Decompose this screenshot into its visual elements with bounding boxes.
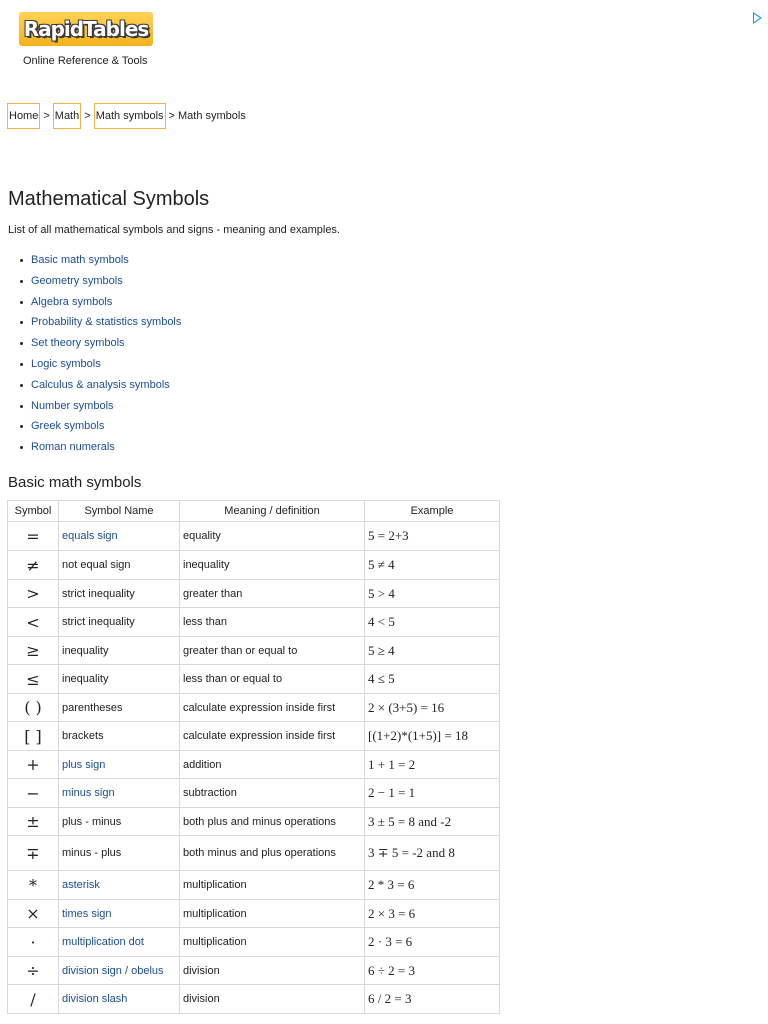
table-row: [8, 694, 500, 722]
page-intro: List of all mathematical symbols and signs - meaning and examples.: [8, 224, 340, 236]
symbol-name-cell: [59, 779, 180, 808]
column-header-example: Example: [365, 501, 500, 522]
list-item: [20, 356, 181, 377]
table-body: [8, 522, 500, 1014]
table-row: [8, 957, 500, 985]
symbol-name-cell: [59, 900, 180, 928]
page-title: Mathematical Symbols: [8, 188, 210, 210]
symbol-cell: −: [8, 779, 59, 808]
column-header-symbol: Symbol: [8, 501, 59, 522]
table-row: [8, 900, 500, 928]
list-item: [20, 314, 181, 335]
symbol-name-cell: minus - plus: [59, 836, 180, 871]
symbol-name-cell: strict inequality: [59, 580, 180, 608]
example-cell: 6 / 2 = 3: [365, 985, 500, 1014]
example-cell: 1 + 1 = 2: [365, 751, 500, 779]
symbol-name-cell: [59, 871, 180, 900]
toc-list: [20, 252, 181, 460]
symbol-name-cell: inequality: [59, 637, 180, 665]
symbol-name-link[interactable]: plus sign: [62, 758, 106, 771]
table-row: [8, 522, 500, 551]
site-tagline: Online Reference & Tools: [23, 55, 148, 67]
symbol-cell: ×: [8, 900, 59, 928]
symbol-name-link[interactable]: asterisk: [62, 879, 100, 891]
list-item: [20, 294, 181, 315]
meaning-cell: greater than or equal to: [180, 637, 365, 665]
table-row: [8, 985, 500, 1014]
symbol-name-cell: plus - minus: [59, 808, 180, 836]
example-cell: 2 − 1 = 1: [365, 779, 500, 808]
table-row: [8, 928, 500, 957]
toc-link[interactable]: Logic symbols: [31, 357, 101, 370]
example-cell: 3 ± 5 = 8 and -2: [365, 808, 500, 836]
symbol-cell: ÷: [8, 957, 59, 985]
table-row: [8, 871, 500, 900]
table-row: [8, 551, 500, 580]
example-cell: 2 × (3+5) = 16: [365, 694, 500, 722]
symbol-name-link[interactable]: multiplication dot: [62, 936, 144, 948]
table-row: [8, 808, 500, 836]
list-item: [20, 273, 181, 294]
table-row: [8, 637, 500, 665]
symbol-name-cell: [59, 928, 180, 957]
symbol-cell: +: [8, 751, 59, 779]
symbol-name-cell: not equal sign: [59, 551, 180, 580]
list-item: [20, 439, 181, 460]
symbol-cell: /: [8, 985, 59, 1014]
example-cell: 5 ≥ 4: [365, 637, 500, 665]
table-row: [8, 751, 500, 779]
symbol-name-cell: [59, 985, 180, 1014]
example-cell: 5 ≠ 4: [365, 551, 500, 580]
table-row: [8, 580, 500, 608]
example-cell: 2 * 3 = 6: [365, 871, 500, 900]
symbol-cell: ≠: [8, 551, 59, 580]
symbol-name-link[interactable]: division slash: [62, 993, 128, 1005]
toc-link[interactable]: Algebra symbols: [31, 295, 113, 308]
breadcrumb-math-symbols[interactable]: Math symbols: [94, 103, 166, 129]
breadcrumb: [7, 103, 246, 129]
example-cell: 5 = 2+3: [365, 522, 500, 551]
symbol-name-cell: [59, 522, 180, 551]
column-header-name: Symbol Name: [59, 501, 180, 522]
table-row: [8, 779, 500, 808]
ad-choices-icon[interactable]: [753, 12, 762, 24]
list-item: [20, 398, 181, 419]
list-item: [20, 418, 181, 439]
symbol-cell: >: [8, 580, 59, 608]
breadcrumb-math[interactable]: Math: [53, 103, 81, 129]
toc-link[interactable]: Calculus & analysis symbols: [31, 378, 170, 391]
symbol-cell: ∓: [8, 836, 59, 871]
example-cell: 2 · 3 = 6: [365, 928, 500, 957]
symbol-cell: [ ]: [8, 722, 59, 751]
toc-link[interactable]: Geometry symbols: [31, 274, 123, 287]
symbol-cell: =: [8, 522, 59, 551]
symbol-name-cell: strict inequality: [59, 608, 180, 637]
meaning-cell: calculate expression inside first: [180, 694, 365, 722]
symbol-name-link[interactable]: minus sign: [62, 787, 115, 799]
list-item: [20, 377, 181, 398]
meaning-cell: multiplication: [180, 871, 365, 900]
symbol-name-cell: [59, 957, 180, 985]
symbol-name-cell: inequality: [59, 665, 180, 694]
meaning-cell: both plus and minus operations: [180, 808, 365, 836]
toc-link[interactable]: Greek symbols: [31, 420, 105, 433]
example-cell: 4 ≤ 5: [365, 665, 500, 694]
list-item: [20, 335, 181, 356]
toc-link[interactable]: Probability & statistics symbols: [31, 316, 182, 329]
table-header-row: [8, 501, 500, 522]
example-cell: 4 < 5: [365, 608, 500, 637]
breadcrumb-separator: >: [43, 110, 50, 122]
meaning-cell: calculate expression inside first: [180, 722, 365, 751]
toc-link[interactable]: Basic math symbols: [31, 254, 129, 266]
meaning-cell: multiplication: [180, 928, 365, 957]
list-item: [20, 252, 181, 273]
symbol-cell: <: [8, 608, 59, 637]
symbol-name-cell: brackets: [59, 722, 180, 751]
meaning-cell: less than: [180, 608, 365, 637]
symbol-cell: ±: [8, 808, 59, 836]
toc-link[interactable]: Number symbols: [31, 399, 114, 412]
breadcrumb-home[interactable]: Home: [7, 103, 40, 129]
meaning-cell: inequality: [180, 551, 365, 580]
symbol-cell: ≥: [8, 637, 59, 665]
symbol-cell: ≤: [8, 665, 59, 694]
rapidtables-logo: RapidTables: [19, 12, 153, 46]
breadcrumb-current: Math symbols: [177, 110, 246, 122]
meaning-cell: both minus and plus operations: [180, 836, 365, 871]
symbol-name-link[interactable]: division sign / obelus: [62, 964, 164, 977]
section-title: Basic math symbols: [8, 474, 142, 491]
table-row: [8, 665, 500, 694]
meaning-cell: division: [180, 985, 365, 1014]
logo-link[interactable]: [19, 12, 153, 46]
symbol-cell: *: [8, 871, 59, 900]
meaning-cell: division: [180, 957, 365, 985]
meaning-cell: multiplication: [180, 900, 365, 928]
meaning-cell: greater than: [180, 580, 365, 608]
symbols-table: [7, 500, 500, 1014]
symbol-name-cell: [59, 751, 180, 779]
meaning-cell: less than or equal to: [180, 665, 365, 694]
table-row: [8, 608, 500, 637]
table-row: [8, 836, 500, 871]
symbol-name-cell: parentheses: [59, 694, 180, 722]
example-cell: 2 × 3 = 6: [365, 900, 500, 928]
symbol-cell: ·: [8, 928, 59, 957]
symbol-cell: ( ): [8, 694, 59, 722]
symbol-name-link[interactable]: times sign: [62, 907, 112, 920]
toc-link[interactable]: Set theory symbols: [31, 337, 125, 350]
example-cell: 3 ∓ 5 = -2 and 8: [365, 836, 500, 871]
table-row: [8, 722, 500, 751]
example-cell: 5 > 4: [365, 580, 500, 608]
meaning-cell: equality: [180, 522, 365, 551]
example-cell: 6 ÷ 2 = 3: [365, 957, 500, 985]
column-header-meaning: Meaning / definition: [180, 501, 365, 522]
example-cell: [(1+2)*(1+5)] = 18: [365, 722, 500, 751]
breadcrumb-separator: >: [84, 110, 91, 122]
symbol-name-link[interactable]: equals sign: [62, 530, 118, 542]
breadcrumb-separator: >: [168, 110, 175, 122]
toc-link[interactable]: Roman numerals: [31, 441, 115, 454]
meaning-cell: subtraction: [180, 779, 365, 808]
meaning-cell: addition: [180, 751, 365, 779]
